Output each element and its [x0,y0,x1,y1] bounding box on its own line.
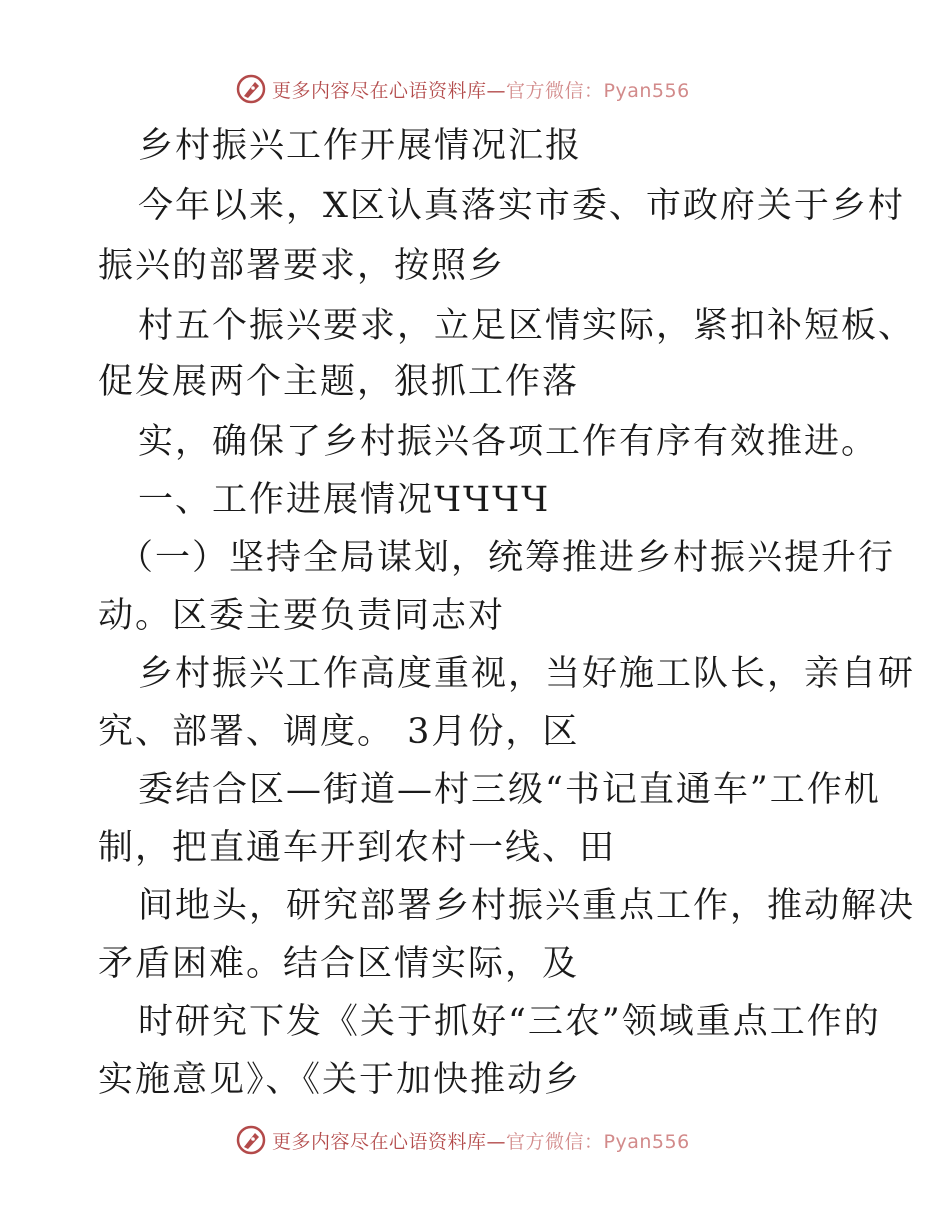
paragraph-line: 时研究下发《关于抓好“三农”领域重点工作的 [138,1002,881,1042]
subsection-heading: （一）坚持全局谋划，统筹推进乡村振兴提升行 [118,538,896,578]
paragraph-line: 动。区委主要负责同志对 [98,596,506,636]
paragraph-line: 委结合区—街道—村三级“书记直通车”工作机 [138,770,881,810]
watermark-text: 更多内容尽在心语资料库 [272,79,487,102]
watermark-separator: — [486,79,507,102]
paragraph-line: 今年以来，X区认真落实市委、市政府关于乡村 [138,186,905,226]
paragraph-line: 实，确保了乡村振兴各项工作有序有效推进。 [138,422,879,462]
section-heading: 一、工作进展情况ЧЧЧЧ [138,480,551,520]
paragraph-line: 振兴的部署要求，按照乡 [98,246,506,286]
paragraph-line: 村五个振兴要求，立足区情实际，紧扣补短板、 [138,306,916,346]
watermark-banner-top [236,72,716,106]
document-title: 乡村振兴工作开展情况汇报 [138,126,583,166]
watermark-banner-bottom [236,1123,716,1157]
paragraph-line: 矛盾困难。结合区情实际，及 [98,944,580,984]
pen-nib-logo-icon [236,74,266,104]
paragraph-line: 制，把直通车开到农村一线、田 [98,828,617,868]
watermark-text: 更多内容尽在心语资料库 [272,1130,487,1153]
pen-nib-logo-icon [236,1125,266,1155]
watermark-wechat: 官方微信：Pyan556 [506,79,690,102]
paragraph-line: 促发展两个主题，狠抓工作落 [98,362,580,402]
watermark-wechat: 官方微信：Pyan556 [506,1130,690,1153]
paragraph-line: 究、部署、调度。 3月份，区 [98,712,580,752]
paragraph-line: 乡村振兴工作高度重视，当好施工队长，亲自研 [138,654,916,694]
paragraph-line: 间地头，研究部署乡村振兴重点工作，推动解决 [138,886,916,926]
watermark-separator: — [486,1130,507,1153]
paragraph-line: 实施意见》、《关于加快推动乡 [98,1060,582,1100]
